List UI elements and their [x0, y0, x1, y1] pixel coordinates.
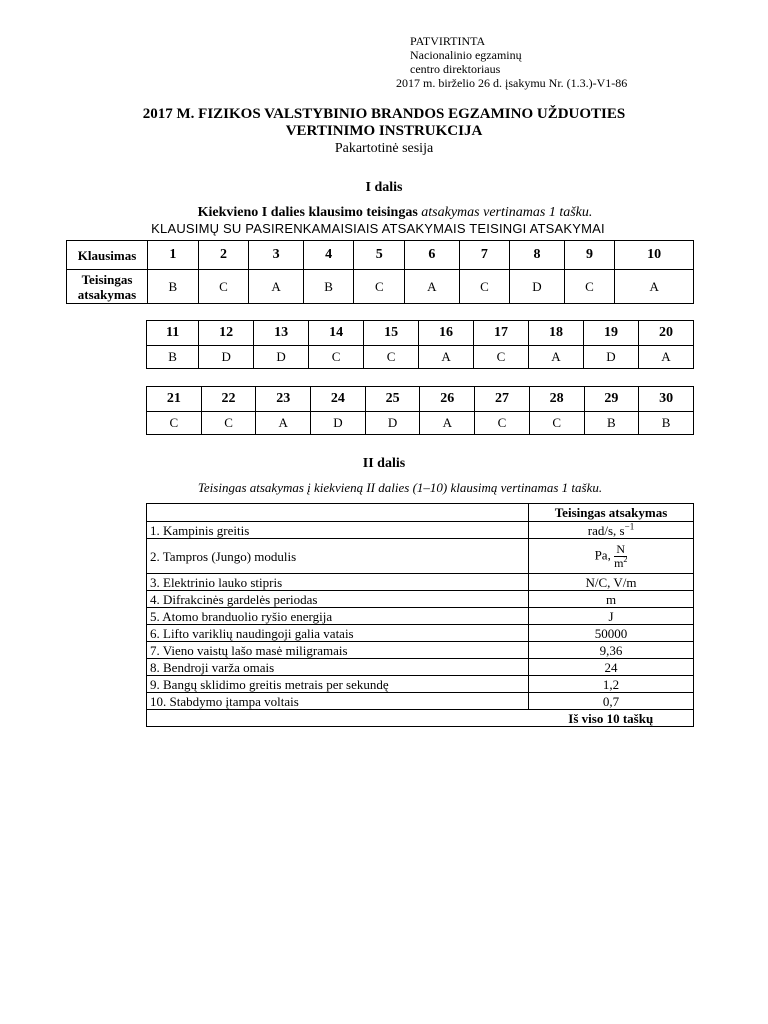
- answer-cell: [529, 522, 694, 539]
- question-number: 30: [639, 387, 694, 412]
- table-row: [147, 574, 694, 591]
- answer-cell: C: [354, 270, 405, 304]
- fraction-numerator: N: [614, 543, 627, 557]
- part1-note-bold: Kiekvieno I dalies klausimo teisingas: [197, 205, 418, 220]
- answer-cell: C: [201, 412, 256, 435]
- question-number: 21: [147, 387, 202, 412]
- approval-line: Nacionalinio egzaminų: [410, 48, 522, 62]
- table-row: [147, 591, 694, 608]
- question-number: 12: [199, 321, 254, 346]
- row-label-question: Klausimas: [67, 241, 148, 270]
- answer-fraction: [614, 543, 627, 570]
- table-row: [147, 659, 694, 676]
- answer-cell: J: [529, 608, 694, 625]
- answer-cell: C: [364, 346, 419, 369]
- table-row: [147, 412, 694, 435]
- question-cell: 2. Tampros (Jungo) modulis: [147, 539, 529, 574]
- answer-cell: D: [311, 412, 366, 435]
- answer-cell: D: [583, 346, 638, 369]
- answer-cell: D: [510, 270, 564, 304]
- part2-heading: II dalis: [362, 456, 406, 471]
- table-row: [147, 321, 694, 346]
- question-number: 6: [405, 241, 459, 270]
- answer-cell: D: [254, 346, 309, 369]
- question-number: 11: [147, 321, 199, 346]
- question-number: 22: [201, 387, 256, 412]
- answer-cell: 0,7: [529, 693, 694, 710]
- answer-cell: A: [419, 346, 474, 369]
- part1-heading: I dalis: [365, 180, 403, 195]
- table-row: [147, 693, 694, 710]
- answer-cell: 9,36: [529, 642, 694, 659]
- document-subtitle: Pakartotinė sesija: [334, 141, 434, 156]
- table-row: [147, 676, 694, 693]
- answer-cell: C: [564, 270, 615, 304]
- question-number: 9: [564, 241, 615, 270]
- answer-column-header: Teisingas atsakymas: [529, 504, 694, 522]
- question-number: 28: [529, 387, 584, 412]
- question-number: 1: [148, 241, 199, 270]
- total-blank-cell: [147, 710, 529, 727]
- answer-cell: B: [303, 270, 354, 304]
- answer-cell: 1,2: [529, 676, 694, 693]
- answer-cell: m: [529, 591, 694, 608]
- question-number: 8: [510, 241, 564, 270]
- row-label-answer-line: Teisingas: [81, 271, 133, 287]
- question-number: 26: [420, 387, 475, 412]
- part1-note: [0, 205, 768, 221]
- table-total-row: [147, 710, 694, 727]
- approval-block: [396, 34, 628, 90]
- denominator-exponent: 2: [623, 554, 628, 564]
- question-cell: 3. Elektrinio lauko stipris: [147, 574, 529, 591]
- answers-table-3: [146, 386, 694, 435]
- answer-cell: C: [147, 412, 202, 435]
- question-number: 23: [256, 387, 311, 412]
- row-label-answer-line: atsakymas: [77, 286, 137, 302]
- question-cell: 8. Bendroji varža omais: [147, 659, 529, 676]
- answer-cell: C: [309, 346, 364, 369]
- answer-cell: D: [199, 346, 254, 369]
- denominator-base: m: [614, 555, 624, 570]
- table-row: [67, 270, 694, 304]
- approval-line: centro direktoriaus: [410, 62, 501, 76]
- part1-caps-heading: KLAUSIMŲ SU PASIRENKAMAISIAIS ATSAKYMAIS TEISINGI ATSAKYMAI: [151, 221, 605, 236]
- answer-cell: [529, 539, 694, 574]
- question-number: 2: [198, 241, 249, 270]
- answer-cell: C: [459, 270, 510, 304]
- question-number: 14: [309, 321, 364, 346]
- part1-note-italic: atsakymas vertinamas 1 tašku.: [421, 205, 593, 220]
- answer-cell: B: [584, 412, 639, 435]
- answer-cell: C: [475, 412, 530, 435]
- answer-cell: A: [528, 346, 583, 369]
- question-cell: 10. Stabdymo įtampa voltais: [147, 693, 529, 710]
- question-cell: 4. Difrakcinės gardelės periodas: [147, 591, 529, 608]
- question-number: 29: [584, 387, 639, 412]
- question-cell: 1. Kampinis greitis: [147, 522, 529, 539]
- answer-cell: B: [147, 346, 199, 369]
- answer-cell: C: [474, 346, 529, 369]
- approval-line: PATVIRTINTA: [410, 34, 486, 48]
- question-number: 5: [354, 241, 405, 270]
- title-line: 2017 M. FIZIKOS VALSTYBINIO BRANDOS EGZAMINO UŽDUOTIES: [142, 106, 626, 122]
- title-line: VERTINIMO INSTRUKCIJA: [285, 123, 483, 139]
- answer-cell: D: [365, 412, 420, 435]
- table-row: [147, 346, 694, 369]
- question-number: 25: [365, 387, 420, 412]
- table-row: [147, 642, 694, 659]
- question-number: 18: [528, 321, 583, 346]
- table-row: [147, 522, 694, 539]
- table-row: [147, 625, 694, 642]
- question-cell: 7. Vieno vaistų lašo masė miligramais: [147, 642, 529, 659]
- question-number: 19: [583, 321, 638, 346]
- answer-cell: A: [256, 412, 311, 435]
- answer-cell: A: [638, 346, 693, 369]
- answer-cell: 50000: [529, 625, 694, 642]
- table-row: [147, 608, 694, 625]
- answer-text: Pa,: [594, 546, 611, 562]
- part2-note: Teisingas atsakymas į kiekvieną II dalies (1–10) klausimą vertinamas 1 tašku.: [197, 480, 603, 495]
- answer-cell: A: [249, 270, 303, 304]
- question-number: 7: [459, 241, 510, 270]
- answer-cell: A: [615, 270, 694, 304]
- total-points: Iš viso 10 taškų: [529, 710, 694, 727]
- row-label-answer: [67, 270, 148, 304]
- answer-cell: N/C, V/m: [529, 574, 694, 591]
- header-blank-cell: [147, 504, 529, 522]
- question-number: 3: [249, 241, 303, 270]
- question-cell: 6. Lifto variklių naudingoji galia vatais: [147, 625, 529, 642]
- question-number: 4: [303, 241, 354, 270]
- table-row: [147, 387, 694, 412]
- question-cell: 9. Bangų sklidimo greitis metrais per sekundę: [147, 676, 529, 693]
- question-number: 17: [474, 321, 529, 346]
- answer-cell: A: [405, 270, 459, 304]
- answer-text: rad/s, s: [587, 522, 625, 538]
- table-row: [147, 539, 694, 574]
- question-cell: 5. Atomo branduolio ryšio energija: [147, 608, 529, 625]
- answer-cell: B: [148, 270, 199, 304]
- question-number: 13: [254, 321, 309, 346]
- answer-cell: C: [198, 270, 249, 304]
- answer-cell: A: [420, 412, 475, 435]
- question-number: 16: [419, 321, 474, 346]
- question-number: 20: [638, 321, 693, 346]
- question-number: 15: [364, 321, 419, 346]
- answer-cell: C: [529, 412, 584, 435]
- document-title: [0, 106, 768, 140]
- table-row: [67, 241, 694, 270]
- question-number: 27: [475, 387, 530, 412]
- answer-cell: 24: [529, 659, 694, 676]
- answers-table-2: [146, 320, 694, 369]
- answer-exponent: −1: [624, 521, 635, 532]
- fraction-denominator: [614, 554, 628, 570]
- question-number: 10: [615, 241, 694, 270]
- table-header-row: [147, 504, 694, 522]
- answers-table-1: [66, 240, 694, 304]
- question-number: 24: [311, 387, 366, 412]
- answer-cell: B: [639, 412, 694, 435]
- approval-line: 2017 m. birželio 26 d. įsakymu Nr. (1.3.)-V1-86: [396, 76, 628, 90]
- part2-answers-table: [146, 503, 694, 727]
